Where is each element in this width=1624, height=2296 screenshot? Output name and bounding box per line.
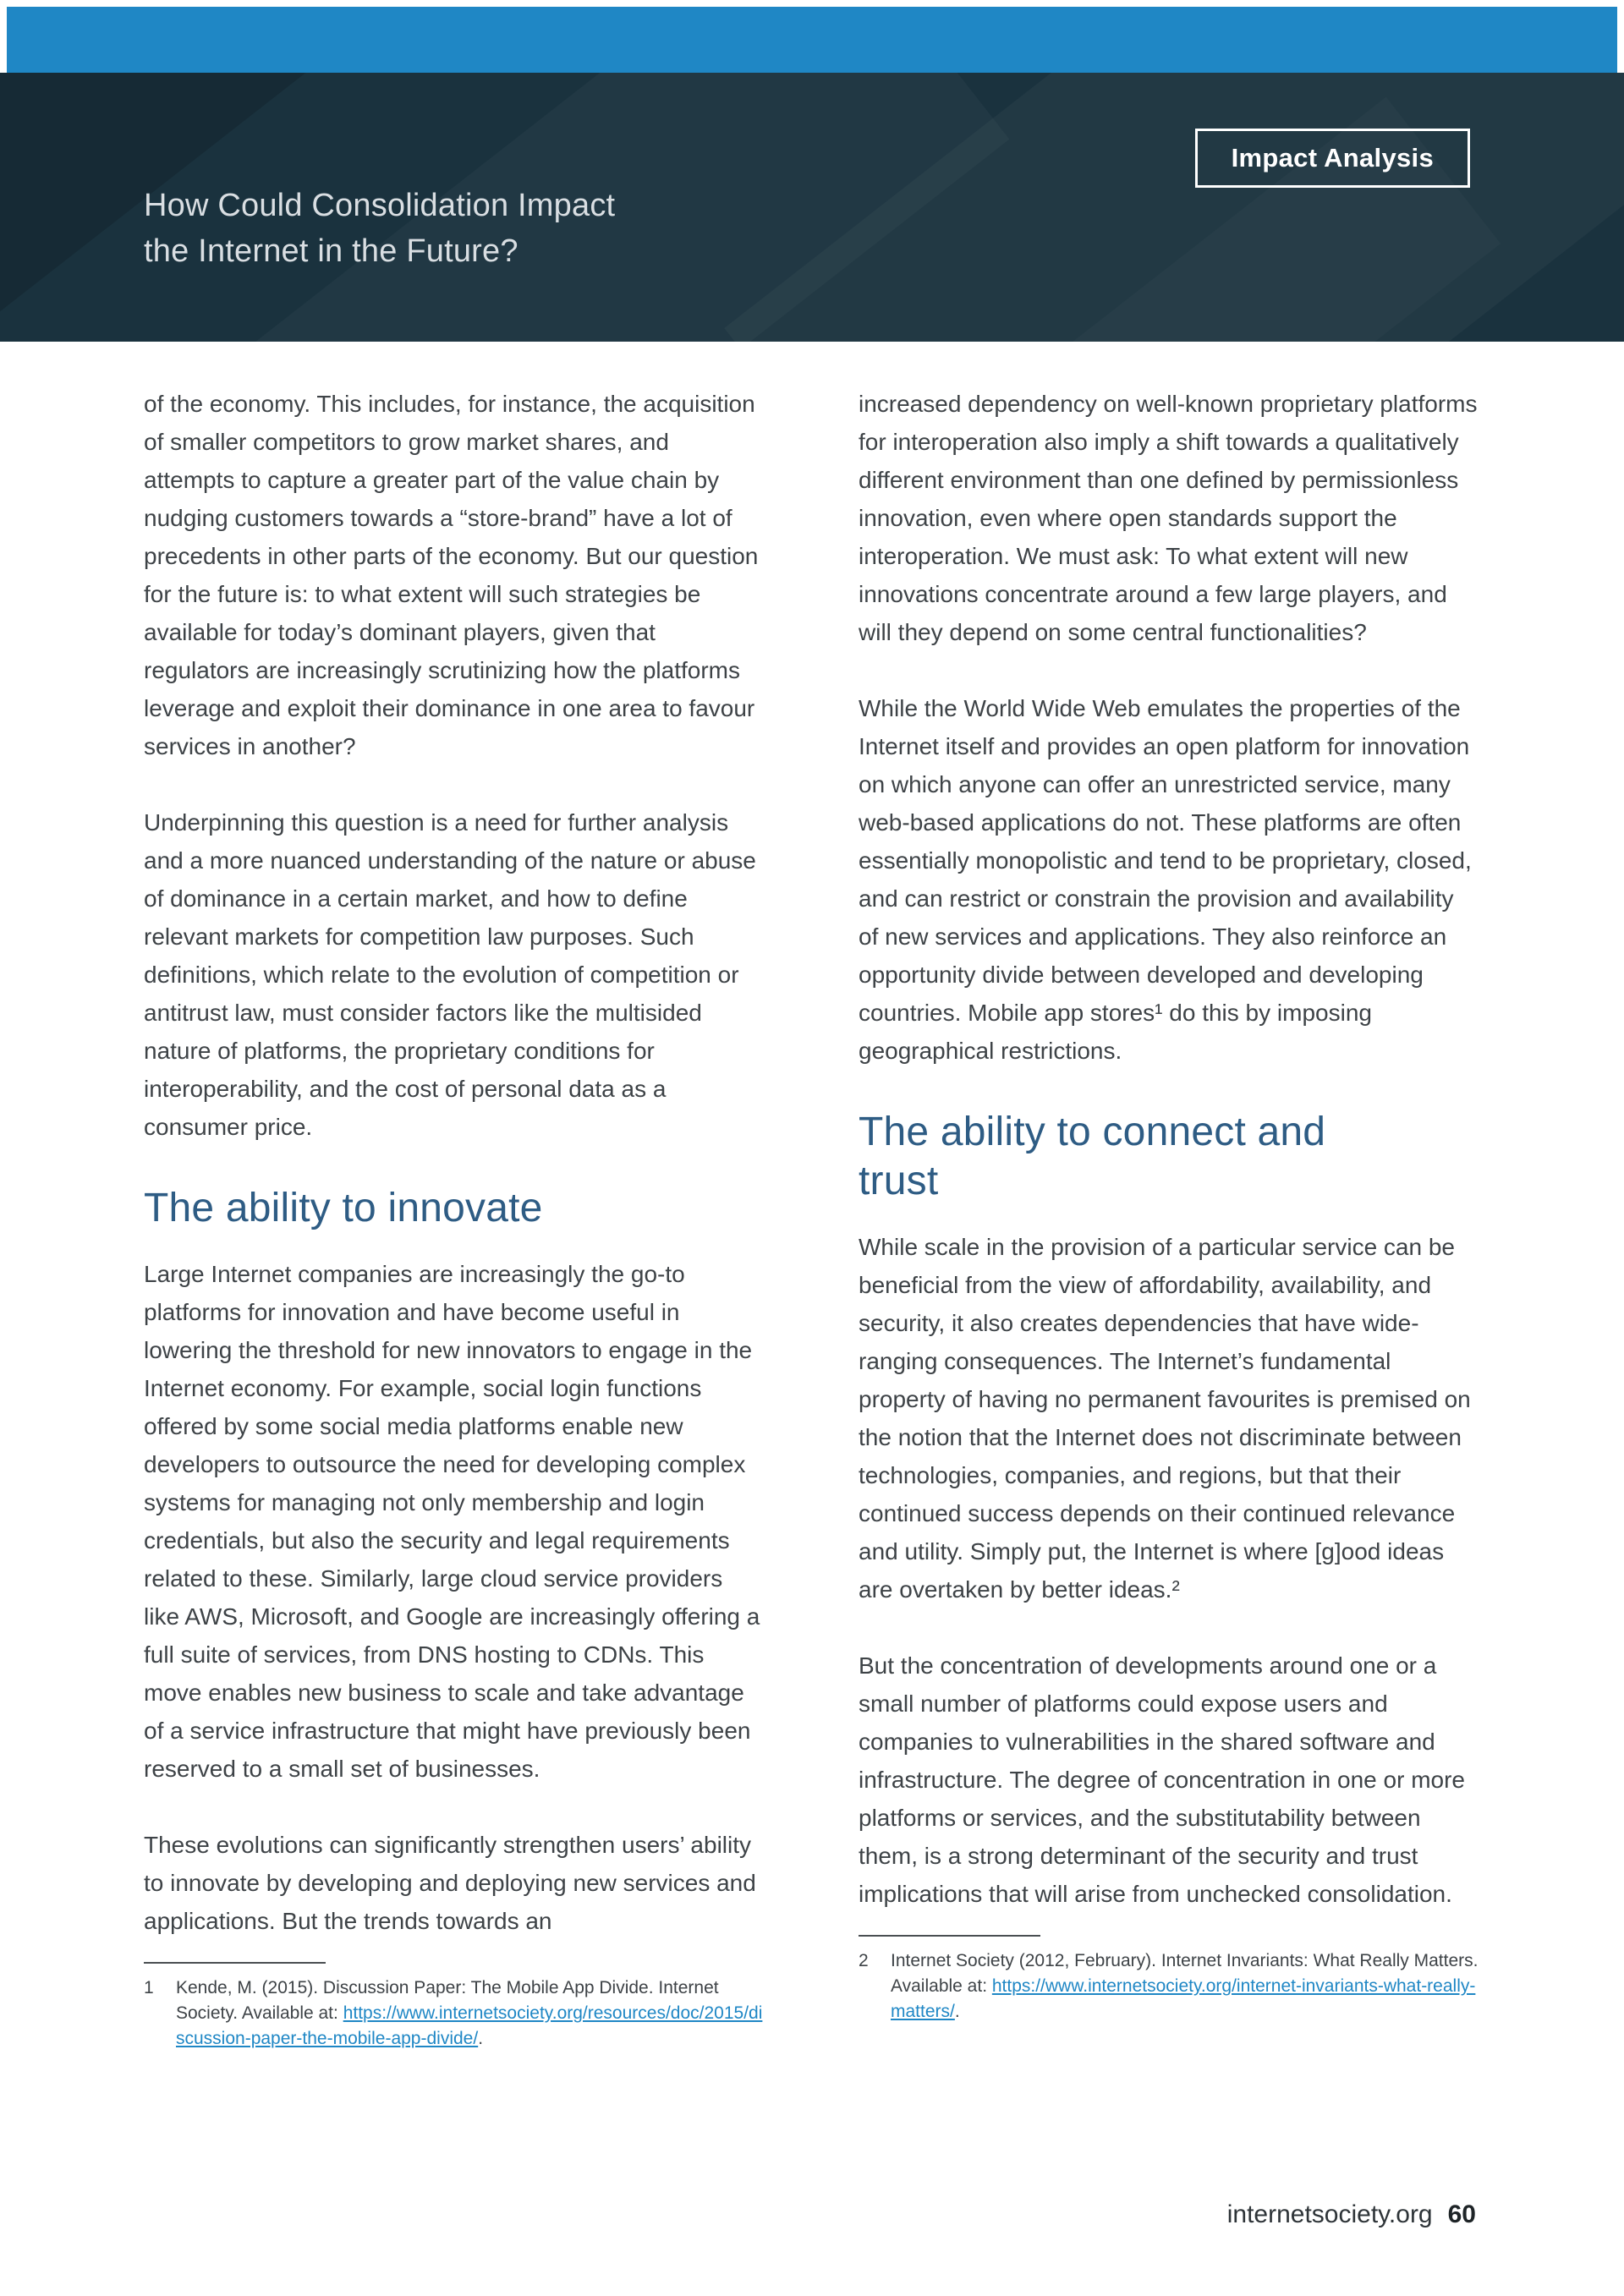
document-title-line2: the Internet in the Future? — [144, 233, 518, 269]
right-column — [859, 385, 1479, 2052]
document-title — [144, 183, 615, 274]
footnote-text — [176, 1975, 764, 2052]
footnote-text — [891, 1948, 1479, 2025]
body-paragraph: But the concentration of developments around one or a small number of platforms could expose users and companies to vulnerabilities in the shared software and infrastructure. The degree of concentration in one or more platforms or services, and the substitutability between them, is a strong determinant of the security and trust implications that will arise from unchecked consolidation. — [859, 1652, 1465, 1907]
left-column — [144, 385, 764, 2052]
page-number: 60 — [1447, 2200, 1476, 2228]
page-header — [0, 73, 1624, 342]
footnote-link[interactable]: https://www.internetsociety.org/internet-invariants-what-really-matters/ — [891, 1976, 1476, 2021]
section-heading-innovate: The ability to innovate — [144, 1186, 543, 1230]
footnote-citation: Internet Society (2012, February). Internet Invariants: What Really Matters. Available at: — [891, 1951, 1479, 1996]
body-paragraph: increased dependency on well-known proprietary platforms for interoperation also imply a shift towards a qualitatively different environment than one defined by permissionless innovation, even where open standards support the interoperation. We must ask: To what extent will new innovations concentrate around a few large players, and will they depend on some central functionalities? — [859, 391, 1478, 645]
footnote-divider — [144, 1962, 326, 1964]
footnote-citation: Kende, M. (2015). Discussion Paper: The Mobile App Divide. Internet Society. Available at: — [176, 1978, 719, 2023]
impact-analysis-badge: Impact Analysis — [1195, 129, 1470, 188]
footnote-suffix: . — [478, 2029, 484, 2048]
footnote-row — [144, 1975, 764, 2052]
body-paragraph: Large Internet companies are increasingly the go-to platforms for innovation and have become useful in lowering the threshold for new innovators to engage in the Internet economy. For example, social login functions offered by some social media platforms enable new developers to outsource the need for developing complex systems for managing not only membership and login credentials, but also the security and legal requirements related to these. Similarly, large cloud service providers like AWS, Microsoft, and Google are increasingly offering a full suite of services, from DNS hosting to CDNs. This move enables new business to scale and take advantage of a service infrastructure that might have previously been reserved to a small set of businesses. — [144, 1261, 760, 1782]
body-paragraph: Underpinning this question is a need for further analysis and a more nuanced understanding of the nature or abuse of dominance in a certain market, and how to define relevant markets for competition law purposes. Such definitions, which relate to the evolution of competition or antitrust law, must consider factors like the multisided nature of platforms, the proprietary conditions for interoperability, and the cost of personal data as a consumer price. — [144, 809, 756, 1140]
top-accent-bar — [7, 7, 1617, 73]
body-paragraph: While the World Wide Web emulates the properties of the Internet itself and provides an open platform for innovation on which anyone can offer an unrestricted service, many web-based applications do not. These platforms are often essentially monopolistic and tend to be proprietary, closed, and can restrict or constrain the provision and availability of new services and applications. They also reinforce an opportunity divide between developed and developing countries. Mobile app stores¹ do this by imposing geographical restrictions. — [859, 695, 1472, 1064]
section-heading-connect-trust: The ability to connect and trust — [859, 1110, 1326, 1203]
footnote-divider — [859, 1935, 1040, 1937]
footnote-row — [859, 1948, 1479, 2025]
footnote-link[interactable]: https://www.internetsociety.org/resources/doc/2015/discussion-paper-the-mobile-app-divide/ — [176, 2003, 763, 2048]
footnote-1 — [144, 1962, 764, 2052]
page-body — [144, 385, 1479, 2052]
page-footer — [1227, 2200, 1476, 2229]
header-decoration — [724, 73, 1624, 342]
body-paragraph: of the economy. This includes, for instance, the acquisition of smaller competitors to grow market shares, and attempts to capture a greater part of the value chain by nudging customers towards a “store-brand” have a lot of precedents in other parts of the economy. But our question for the future is: to what extent will such strategies be available for today’s dominant players, given that regulators are increasingly scrutinizing how the platforms leverage and exploit their dominance in one area to favour services in another? — [144, 391, 759, 759]
footnote-number: 1 — [144, 1978, 154, 1997]
footnote-number: 2 — [859, 1951, 869, 1970]
footer-site: internetsociety.org — [1226, 2200, 1433, 2228]
body-paragraph: While scale in the provision of a particular service can be beneficial from the view of affordability, availability, and security, it also creates dependencies that have wide-ranging consequences. The Internet’s fundamental property of having no permanent favourites is premised on the notion that the Internet does not discriminate between technologies, companies, and regions, but that their continued success depends on their continued relevance and utility. Simply put, the Internet is where [g]ood ideas are overtaken by better ideas.² — [859, 1234, 1471, 1603]
footnote-2 — [859, 1935, 1479, 2025]
footnote-suffix: . — [954, 2002, 960, 2021]
document-title-line1: How Could Consolidation Impact — [144, 188, 616, 223]
body-paragraph: These evolutions can significantly strengthen users’ ability to innovate by developing and deploying new services and applications. But the trends towards an — [144, 1832, 756, 1934]
